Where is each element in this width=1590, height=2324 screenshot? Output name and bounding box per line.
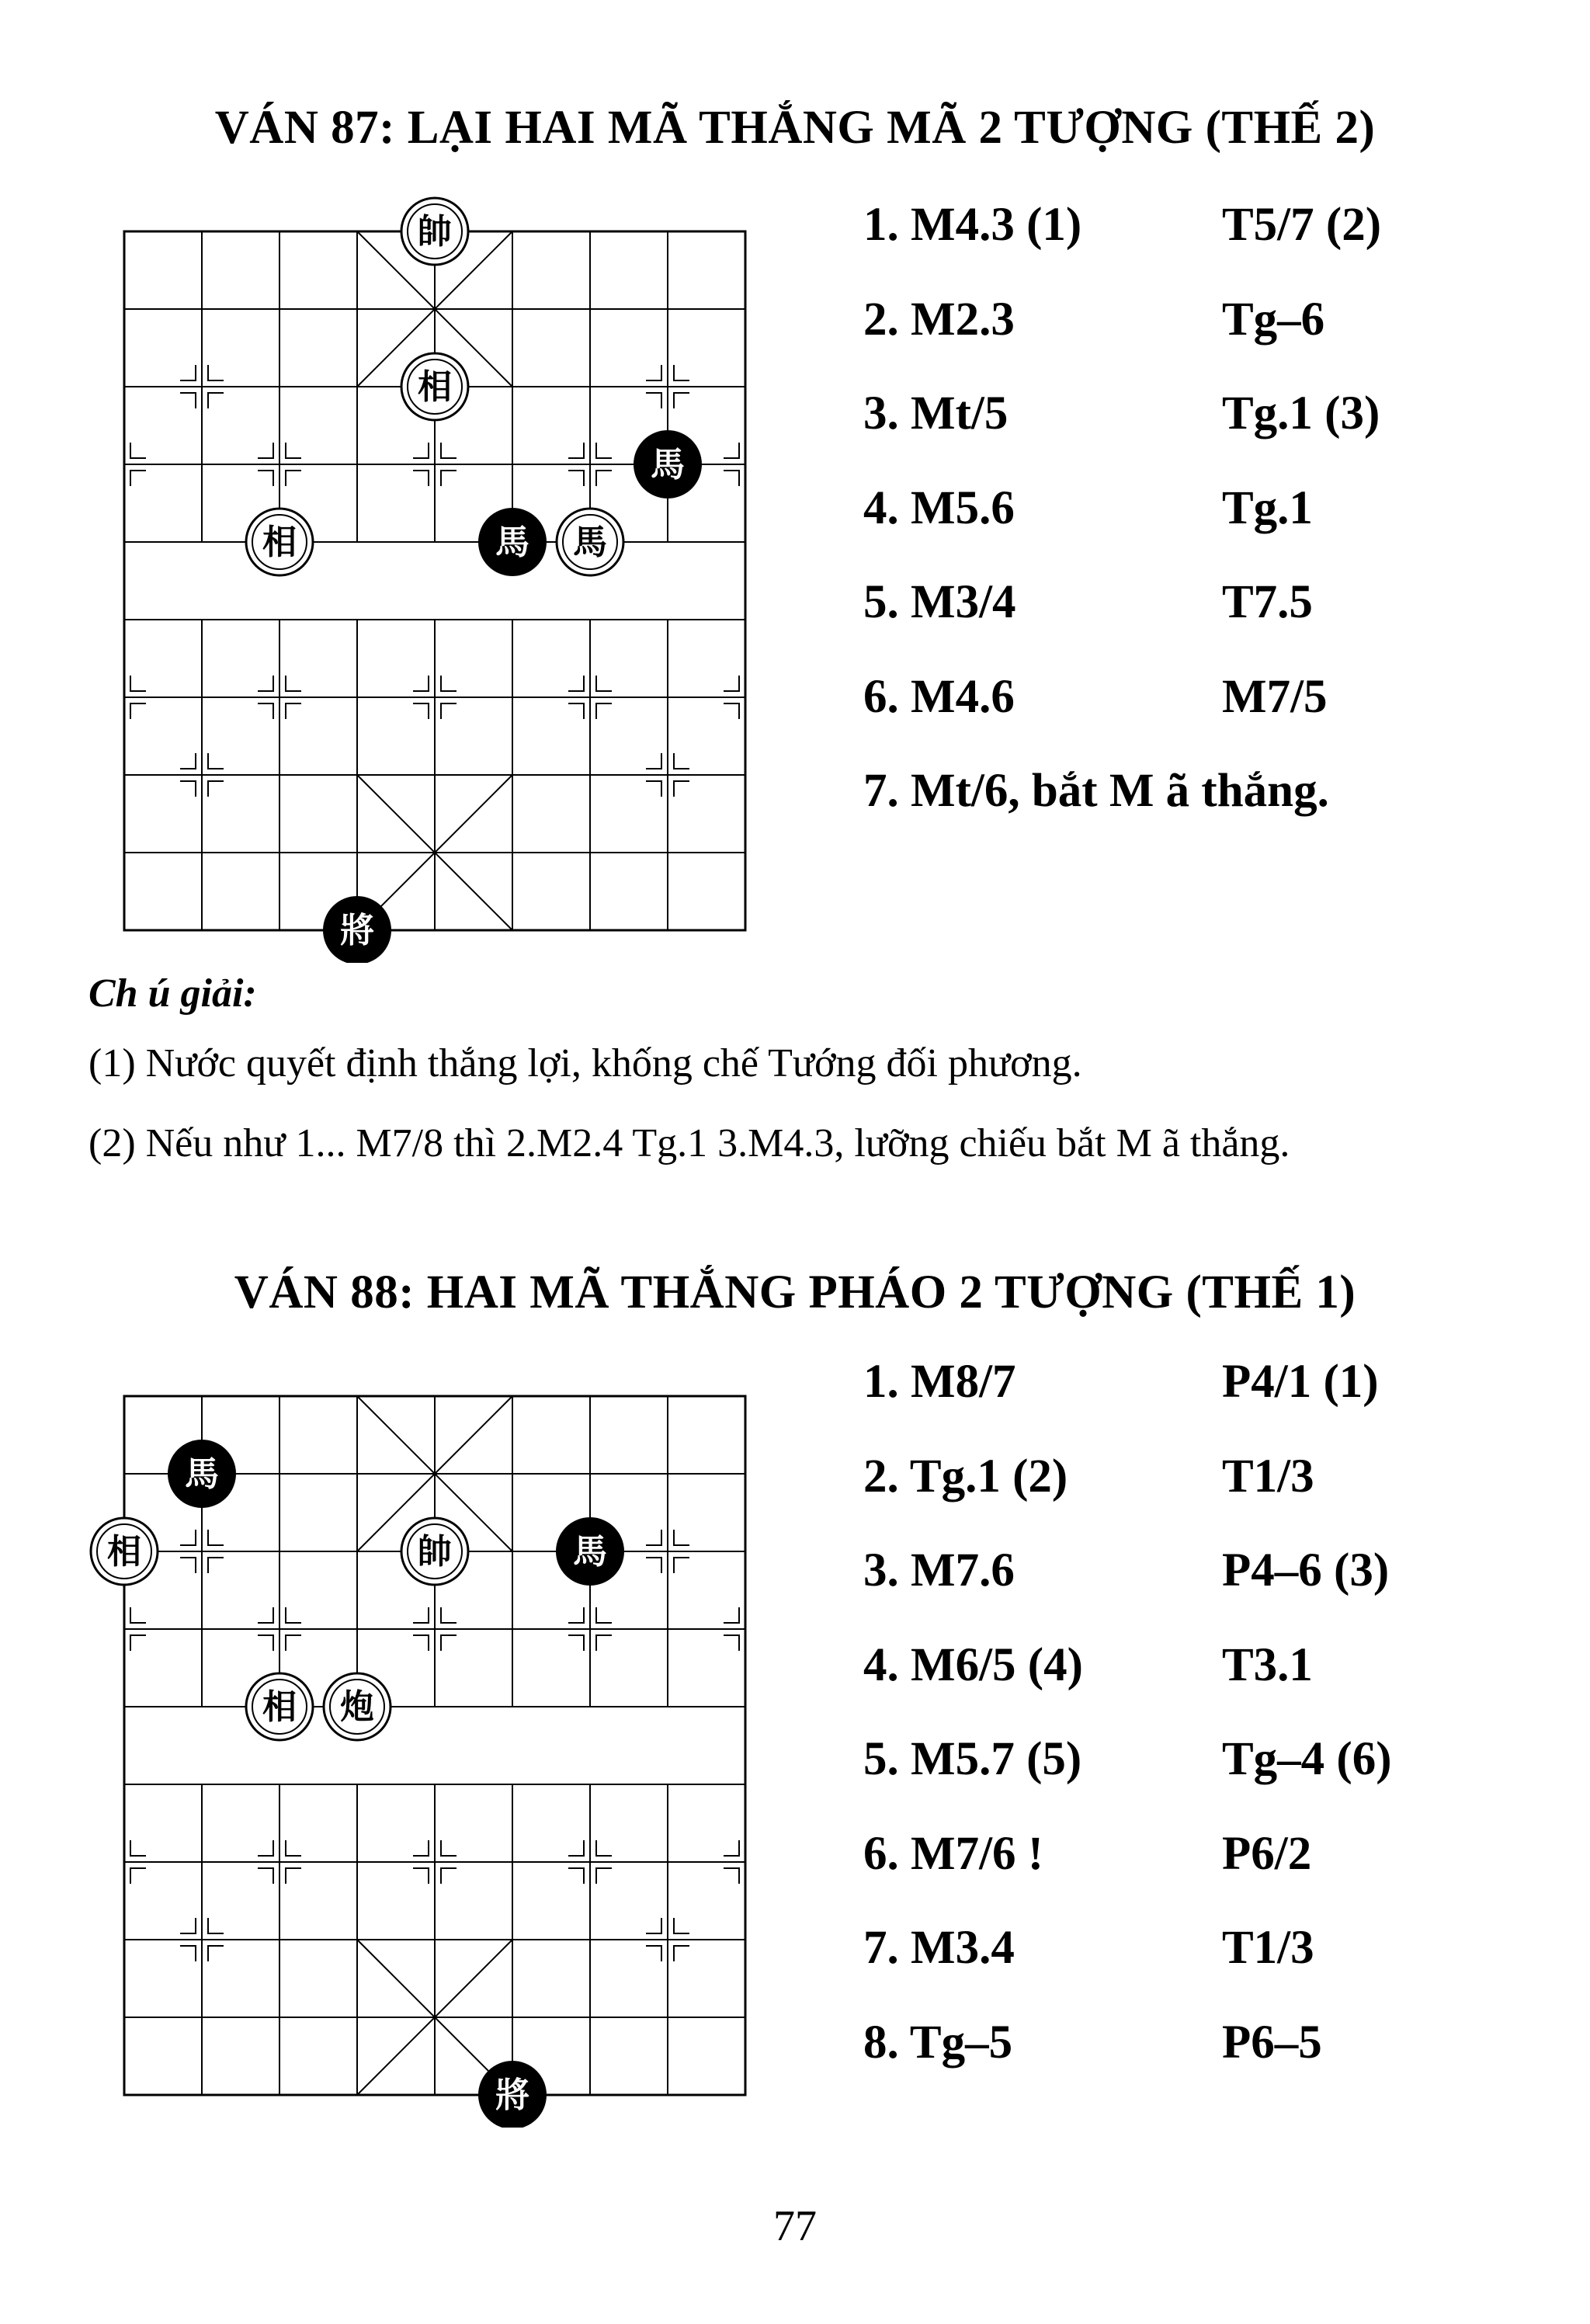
game87-piece-black: [479, 509, 546, 575]
position-marker: [180, 393, 196, 408]
piece-glyph: 將: [340, 911, 374, 950]
position-marker: [208, 1558, 224, 1573]
move-red: 8. Tg–5: [863, 2016, 1013, 2069]
position-marker: [180, 1558, 196, 1573]
move-black: P6–5: [1222, 2016, 1322, 2069]
position-marker: [208, 393, 224, 408]
position-marker: [286, 443, 301, 458]
position-marker: [286, 676, 301, 691]
position-marker: [258, 1868, 273, 1884]
position-marker: [286, 1840, 301, 1856]
game88-piece-black: [479, 2062, 546, 2128]
position-marker: [724, 1635, 739, 1651]
move-red: 3. M7.6: [863, 1544, 1015, 1596]
game88-piece-black: [168, 1440, 235, 1507]
move-black: T3.1: [1222, 1638, 1313, 1691]
position-marker: [441, 471, 457, 486]
position-marker: [208, 753, 224, 769]
position-marker: [286, 471, 301, 486]
position-marker: [646, 753, 661, 769]
move-black: P4–6 (3): [1222, 1544, 1390, 1596]
note-item: (1) Nước quyết định thắng lợi, khống chế Tướng đối phương.: [89, 1041, 1082, 1086]
move-red: 7. Mt/6, bắt M ã thắng.: [863, 765, 1329, 817]
move-black: P4/1 (1): [1222, 1356, 1379, 1408]
position-marker: [674, 1530, 689, 1545]
position-marker: [130, 703, 146, 719]
position-marker: [568, 1840, 584, 1856]
move-red: 4. M6/5 (4): [863, 1638, 1083, 1691]
position-marker: [674, 753, 689, 769]
position-marker: [258, 1607, 273, 1623]
position-marker: [413, 1607, 429, 1623]
position-marker: [724, 1840, 739, 1856]
game87-title: VÁN 87: LẠI HAI MÃ THẮNG MÃ 2 TƯỢNG (THẾ 2): [214, 102, 1376, 154]
piece-glyph: 馬: [573, 523, 607, 562]
position-marker: [568, 471, 584, 486]
move-black: T5/7 (2): [1222, 199, 1382, 251]
piece-glyph: 相: [262, 1687, 297, 1727]
move-black: P6/2: [1222, 1827, 1312, 1880]
piece-glyph: 馬: [185, 1454, 219, 1494]
position-marker: [130, 1607, 146, 1623]
piece-glyph: 帥: [418, 1532, 452, 1572]
piece-glyph: 馬: [495, 523, 529, 562]
piece-glyph: 相: [418, 367, 452, 407]
game88-piece-red: [91, 1518, 158, 1585]
position-marker: [413, 1868, 429, 1884]
move-red: 7. M3.4: [863, 1922, 1015, 1974]
position-marker: [596, 1635, 612, 1651]
game88-board: [78, 1351, 776, 2128]
piece-glyph: 馬: [651, 445, 685, 485]
position-marker: [596, 471, 612, 486]
move-black: Tg–4 (6): [1222, 1733, 1392, 1785]
move-red: 3. Mt/5: [863, 387, 1009, 439]
position-marker: [130, 1635, 146, 1651]
position-marker: [286, 1607, 301, 1623]
note-item: (2) Nếu như 1... M7/8 thì 2.M2.4 Tg.1 3.M4.3, lưỡng chiếu bắt M ã thắng.: [89, 1121, 1290, 1165]
position-marker: [596, 443, 612, 458]
game87-piece-red: [557, 509, 623, 575]
position-marker: [646, 1946, 661, 1961]
position-marker: [208, 1918, 224, 1933]
position-marker: [724, 471, 739, 486]
game87-board: [78, 186, 776, 963]
position-marker: [568, 703, 584, 719]
game87-piece-black: [634, 431, 701, 498]
position-marker: [646, 781, 661, 797]
position-marker: [596, 1868, 612, 1884]
game88-piece-red: [324, 1673, 391, 1740]
game88-title: VÁN 88: HAI MÃ THẮNG PHÁO 2 TƯỢNG (THẾ 1): [234, 1266, 1356, 1318]
position-marker: [568, 676, 584, 691]
position-marker: [674, 393, 689, 408]
piece-glyph: 將: [495, 2076, 529, 2115]
game88-piece-red: [246, 1673, 313, 1740]
position-marker: [674, 1918, 689, 1933]
position-marker: [724, 1607, 739, 1623]
move-red: 2. Tg.1 (2): [863, 1450, 1068, 1502]
position-marker: [441, 1607, 457, 1623]
move-black: Tg–6: [1222, 293, 1325, 346]
position-marker: [180, 753, 196, 769]
move-red: 1. M8/7: [863, 1356, 1016, 1408]
position-marker: [208, 1530, 224, 1545]
move-black: M7/5: [1222, 670, 1328, 723]
position-marker: [130, 471, 146, 486]
position-marker: [674, 1946, 689, 1961]
position-marker: [646, 365, 661, 380]
position-marker: [180, 1530, 196, 1545]
position-marker: [674, 781, 689, 797]
position-marker: [413, 1840, 429, 1856]
move-red: 5. M5.7 (5): [863, 1733, 1082, 1785]
piece-glyph: 炮: [340, 1687, 374, 1727]
move-black: Tg.1: [1222, 481, 1313, 534]
position-marker: [441, 676, 457, 691]
position-marker: [568, 443, 584, 458]
position-marker: [596, 676, 612, 691]
move-red: 1. M4.3 (1): [863, 199, 1082, 251]
move-black: T1/3: [1222, 1450, 1314, 1502]
position-marker: [441, 703, 457, 719]
position-marker: [180, 365, 196, 380]
position-marker: [441, 443, 457, 458]
position-marker: [413, 443, 429, 458]
position-marker: [258, 703, 273, 719]
position-marker: [130, 1840, 146, 1856]
position-marker: [286, 1868, 301, 1884]
position-marker: [130, 1868, 146, 1884]
piece-glyph: 帥: [418, 212, 452, 252]
page-number: 77: [773, 2202, 817, 2250]
notes-heading: Ch ú giải:: [89, 971, 257, 1016]
move-red: 6. M7/6 !: [863, 1827, 1044, 1880]
position-marker: [568, 1635, 584, 1651]
position-marker: [568, 1607, 584, 1623]
position-marker: [568, 1868, 584, 1884]
position-marker: [674, 365, 689, 380]
position-marker: [674, 1558, 689, 1573]
piece-glyph: 相: [107, 1532, 141, 1572]
position-marker: [646, 1530, 661, 1545]
position-marker: [413, 1635, 429, 1651]
position-marker: [441, 1840, 457, 1856]
position-marker: [130, 443, 146, 458]
position-marker: [596, 1607, 612, 1623]
position-marker: [724, 703, 739, 719]
piece-glyph: 馬: [573, 1532, 607, 1572]
position-marker: [258, 1840, 273, 1856]
position-marker: [208, 781, 224, 797]
position-marker: [413, 471, 429, 486]
game87-piece-red: [401, 198, 468, 265]
position-marker: [286, 1635, 301, 1651]
move-black: T1/3: [1222, 1922, 1314, 1974]
position-marker: [646, 393, 661, 408]
move-red: 6. M4.6: [863, 670, 1015, 723]
position-marker: [441, 1635, 457, 1651]
position-marker: [180, 1918, 196, 1933]
position-marker: [413, 703, 429, 719]
position-marker: [596, 703, 612, 719]
position-marker: [413, 676, 429, 691]
game88-piece-red: [401, 1518, 468, 1585]
game87-piece-red: [401, 353, 468, 420]
position-marker: [596, 1840, 612, 1856]
position-marker: [130, 676, 146, 691]
position-marker: [180, 781, 196, 797]
position-marker: [646, 1918, 661, 1933]
position-marker: [646, 1558, 661, 1573]
position-marker: [208, 1946, 224, 1961]
position-marker: [258, 676, 273, 691]
move-red: 5. M3/4: [863, 576, 1016, 628]
move-black: Tg.1 (3): [1222, 387, 1380, 439]
position-marker: [724, 676, 739, 691]
game87-piece-black: [324, 897, 391, 963]
position-marker: [208, 365, 224, 380]
position-marker: [724, 443, 739, 458]
position-marker: [180, 1946, 196, 1961]
position-marker: [258, 443, 273, 458]
move-red: 4. M5.6: [863, 481, 1015, 534]
position-marker: [724, 1868, 739, 1884]
position-marker: [286, 703, 301, 719]
position-marker: [258, 471, 273, 486]
position-marker: [441, 1868, 457, 1884]
piece-glyph: 相: [262, 523, 297, 562]
game88-piece-black: [557, 1518, 623, 1585]
move-red: 2. M2.3: [863, 293, 1015, 346]
game87-piece-red: [246, 509, 313, 575]
move-black: T7.5: [1222, 576, 1313, 628]
position-marker: [258, 1635, 273, 1651]
